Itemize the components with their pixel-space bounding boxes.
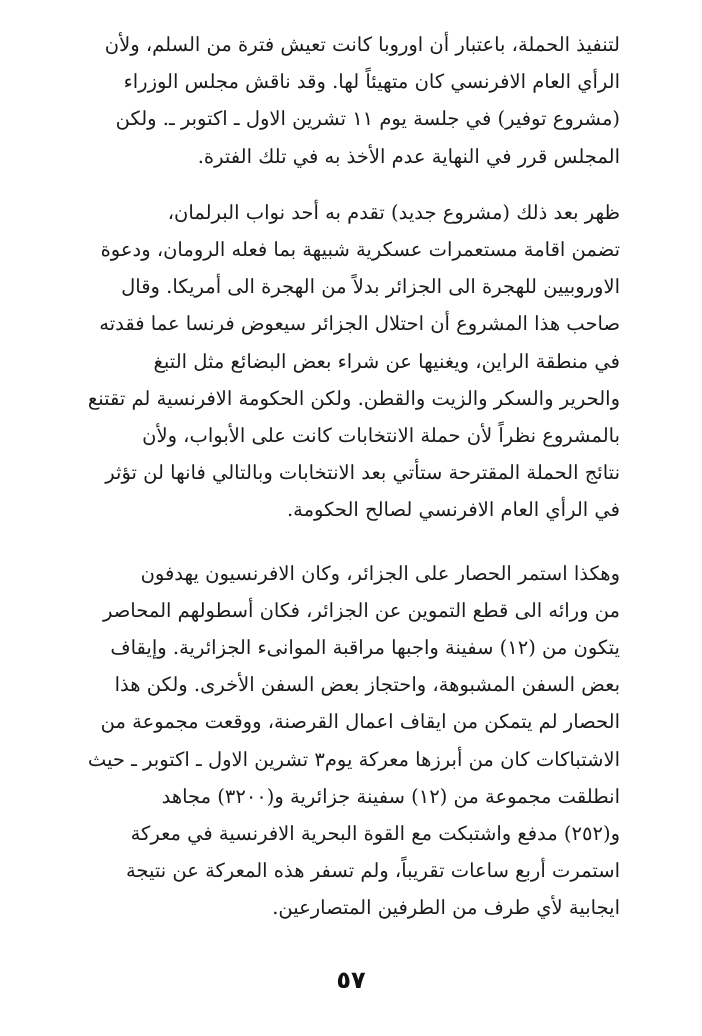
- text-line: ايجابية لأي طرف من الطرفين المتصارعين.: [272, 896, 620, 920]
- text-line: استمرت أربع ساعات تقريباً، ولم تسفر هذه المعركة عن نتيجة: [125, 859, 620, 883]
- text-line: الحصار لم يتمكن من ايقاف اعمال القرصنة، ووقعت مجموعة من: [100, 710, 620, 734]
- text-line: نتائج الحملة المقترحة ستأتي بعد الانتخابات وبالتالي فانها لن تؤثر: [105, 461, 620, 485]
- text-line: الاشتباكات كان من أبرزها معركة يوم٣ تشرين الاول ـ اكتوبر ـ حيث: [87, 747, 620, 771]
- text-line: الاوروبيين للهجرة الى الجزائر بدلاً من الهجرة الى أمريكا. وقال: [121, 275, 620, 299]
- text-line: من ورائه الى قطع التموين عن الجزائر، فكان أسطولهم المحاصر: [102, 598, 620, 622]
- text-line: والحرير والسكر والزيت والقطن. ولكن الحكومة الافرنسية لم تقتنع: [87, 386, 620, 410]
- text-line: ظهر بعد ذلك (مشروع جديد) تقدم به أحد نواب البرلمان،: [167, 200, 620, 224]
- text-line: تضمن اقامة مستعمرات عسكرية شبيهة بما فعله الرومان، ودعوة: [100, 238, 620, 262]
- text-line: انطلقت مجموعة من (١٢) سفينة جزائرية و(٣٢٠٠) مجاهد: [161, 784, 620, 808]
- text-line: يتكون من (١٢) سفينة واجبها مراقبة الموانىء الجزائرية. وإيقاف: [110, 636, 620, 660]
- paragraph-2: [76, 194, 620, 529]
- paragraph-1: [76, 26, 620, 175]
- text-line: لتنفيذ الحملة، باعتبار أن اوروبا كانت تعيش فترة من السلم، ولأن: [104, 33, 620, 56]
- text-line: صاحب هذا المشروع أن احتلال الجزائر سيعوض فرنسا عما فقدته: [99, 312, 620, 336]
- text-line: المجلس قرر في النهاية عدم الأخذ به في تلك الفترة.: [197, 144, 620, 168]
- text-line: و(٢٥٢) مدفع واشتبكت مع القوة البحرية الافرنسية في معركة: [130, 822, 620, 846]
- text-line: (مشروع توفير) في جلسة يوم ١١ تشرين الاول ـ اكتوبر ـ. ولكن: [115, 107, 620, 131]
- text-line: وهكذا استمر الحصار على الجزائر، وكان الافرنسيون يهدفون: [140, 561, 620, 585]
- text-line: في منطقة الراين، ويغنيها عن شراء بعض البضائع مثل التبغ: [153, 349, 620, 373]
- text-line: بعض السفن المشبوهة، واحتجاز بعض السفن الأخرى. ولكن هذا: [114, 673, 620, 697]
- text-line: الرأي العام الافرنسي كان متهيئاً لها. وقد ناقش مجلس الوزراء: [123, 70, 620, 94]
- text-line: في الرأي العام الافرنسي لصالح الحكومة.: [286, 498, 620, 522]
- text-line: بالمشروع نظراً لأن حملة الانتخابات كانت على الأبواب، ولأن: [142, 424, 620, 448]
- page-number: ٥٧: [336, 966, 366, 994]
- paragraph-3: [76, 555, 620, 927]
